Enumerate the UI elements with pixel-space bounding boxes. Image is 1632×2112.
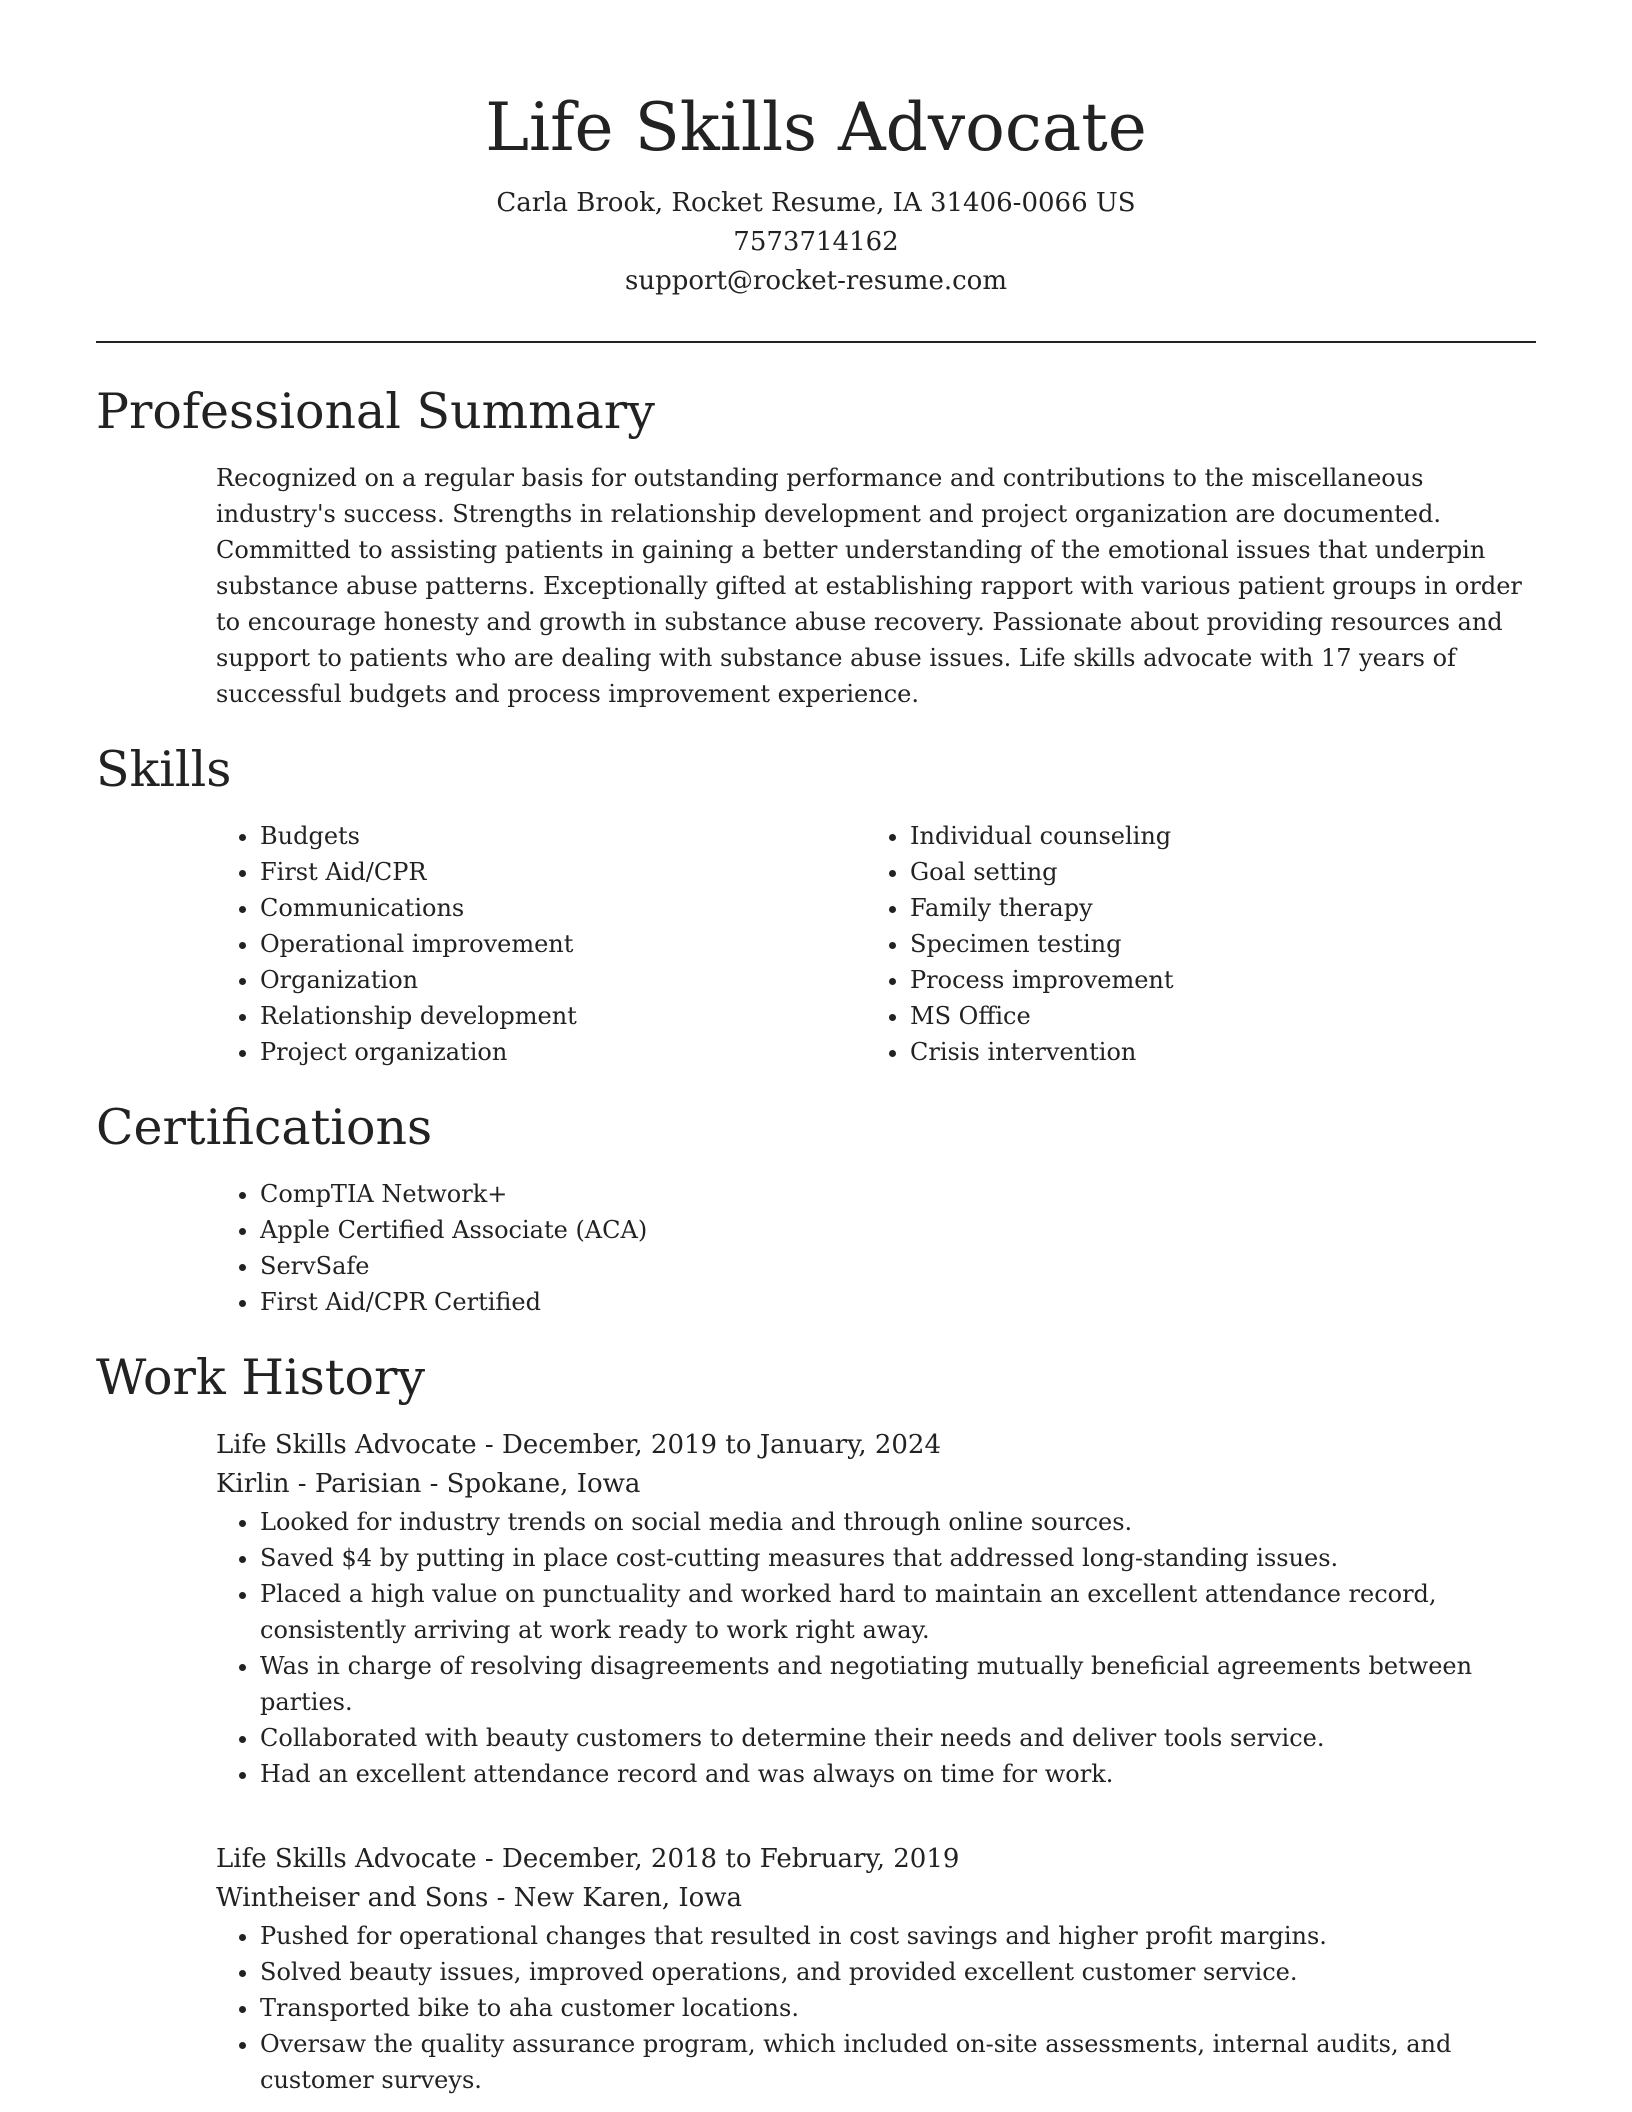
candidate-name: Life Skills Advocate [485,89,1147,166]
skill-item: • Goal setting [910,854,1506,890]
job-bullet: • Oversaw the quality assurance program, which included on-site assessments, internal audits, and customer surveys. [260,2026,1536,2098]
job-bullet: • Solved beauty issues, improved operations, and provided excellent customer service. [260,1954,1536,1990]
contact-email: support@rocket-resume.com [624,266,1007,296]
job-company: Wintheiser and Sons [216,1883,489,1913]
skill-item: • MS Office [910,998,1506,1034]
skills-column-right [866,818,1506,1070]
skill-item: • Process improvement [910,962,1506,998]
skill-item: • Organization [260,962,816,998]
skill-item: • Crisis intervention [910,1034,1506,1070]
job-bullet: • Saved $4 by putting in place cost-cutting measures that addressed long-standing issues. [260,1540,1536,1576]
job-bullet: • Transported bike to aha customer locations. [260,1990,1536,2026]
job-bullet: • Pushed for operational changes that resulted in cost savings and higher profit margins. [260,1918,1536,1954]
skill-item: • Operational improvement [260,926,816,962]
job-title: Life Skills Advocate [216,1844,477,1874]
certification-item: • CompTIA Network+ [260,1176,1016,1212]
job-title-line: Life Skills Advocate - December, 2018 to February, 2019 [216,1844,960,1874]
job-bullets [216,1918,1536,2098]
skill-item: • First Aid/CPR [260,854,816,890]
skills-column-left [216,818,816,1070]
header-divider [96,341,1536,343]
work-history-heading: Work History [96,1349,426,1406]
skill-item: • Family therapy [910,890,1506,926]
certifications-heading: Certifications [96,1099,433,1156]
certification-item: • ServSafe [260,1248,1016,1284]
skills-heading: Skills [96,741,232,798]
job-dates: December, 2019 to January, 2024 [501,1430,942,1460]
job-title-line: Life Skills Advocate - December, 2019 to January, 2024 [216,1430,942,1460]
job-bullet: • Was in charge of resolving disagreements and negotiating mutually beneficial agreements between parties. [260,1648,1536,1720]
job-dates: December, 2018 to February, 2019 [501,1844,960,1874]
skill-item: • Project organization [260,1034,816,1070]
contact-phone: 7573714162 [733,227,899,257]
skill-item: • Relationship development [260,998,816,1034]
job-bullet: • Placed a high value on punctuality and worked hard to maintain an excellent attendance record, consistently arriving at work ready to work right away. [260,1576,1536,1648]
resume-header [96,80,1536,301]
job-bullets [216,1504,1536,1792]
job-bullet: • Looked for industry trends on social media and through online sources. [260,1504,1536,1540]
skill-item: • Individual counseling [910,818,1506,854]
job-location: New Karen, Iowa [513,1883,743,1913]
certifications-list [216,1176,1016,1320]
summary-text: Recognized on a regular basis for outstanding performance and contributions to the miscellaneous industry's success. Strengths in relationship development and project organization are documented. Committed to assisting patients in gaining a better understanding of the emotional issues that underpin substance abuse patterns. Exceptionally gifted at establishing rapport with various patient groups in order to encourage honesty and growth in substance abuse recovery. Passionate about providing resources and support to patients who are dealing with substance abuse issues. Life skills advocate with 17 years of successful budgets and process improvement experience. [216,464,1522,708]
job-company-line: Kirlin - Parisian - Spokane, Iowa [216,1469,641,1499]
job-location: Spokane, Iowa [446,1469,641,1499]
skill-item: • Specimen testing [910,926,1506,962]
certification-item: • First Aid/CPR Certified [260,1284,1016,1320]
skill-item: • Budgets [260,818,816,854]
skill-item: • Communications [260,890,816,926]
contact-address: Carla Brook, Rocket Resume, IA 31406-0066 US [496,188,1136,218]
job-bullet: • Collaborated with beauty customers to determine their needs and deliver tools service. [260,1720,1536,1756]
job-company-line: Wintheiser and Sons - New Karen, Iowa [216,1883,743,1913]
certification-item: • Apple Certified Associate (ACA) [260,1212,1016,1248]
summary-heading: Professional Summary [96,383,655,440]
job-bullet: • Had an excellent attendance record and was always on time for work. [260,1756,1536,1792]
job-entry [216,1840,1536,2098]
job-entry [216,1426,1536,1792]
job-company: Kirlin - Parisian [216,1469,422,1499]
job-title: Life Skills Advocate [216,1430,477,1460]
